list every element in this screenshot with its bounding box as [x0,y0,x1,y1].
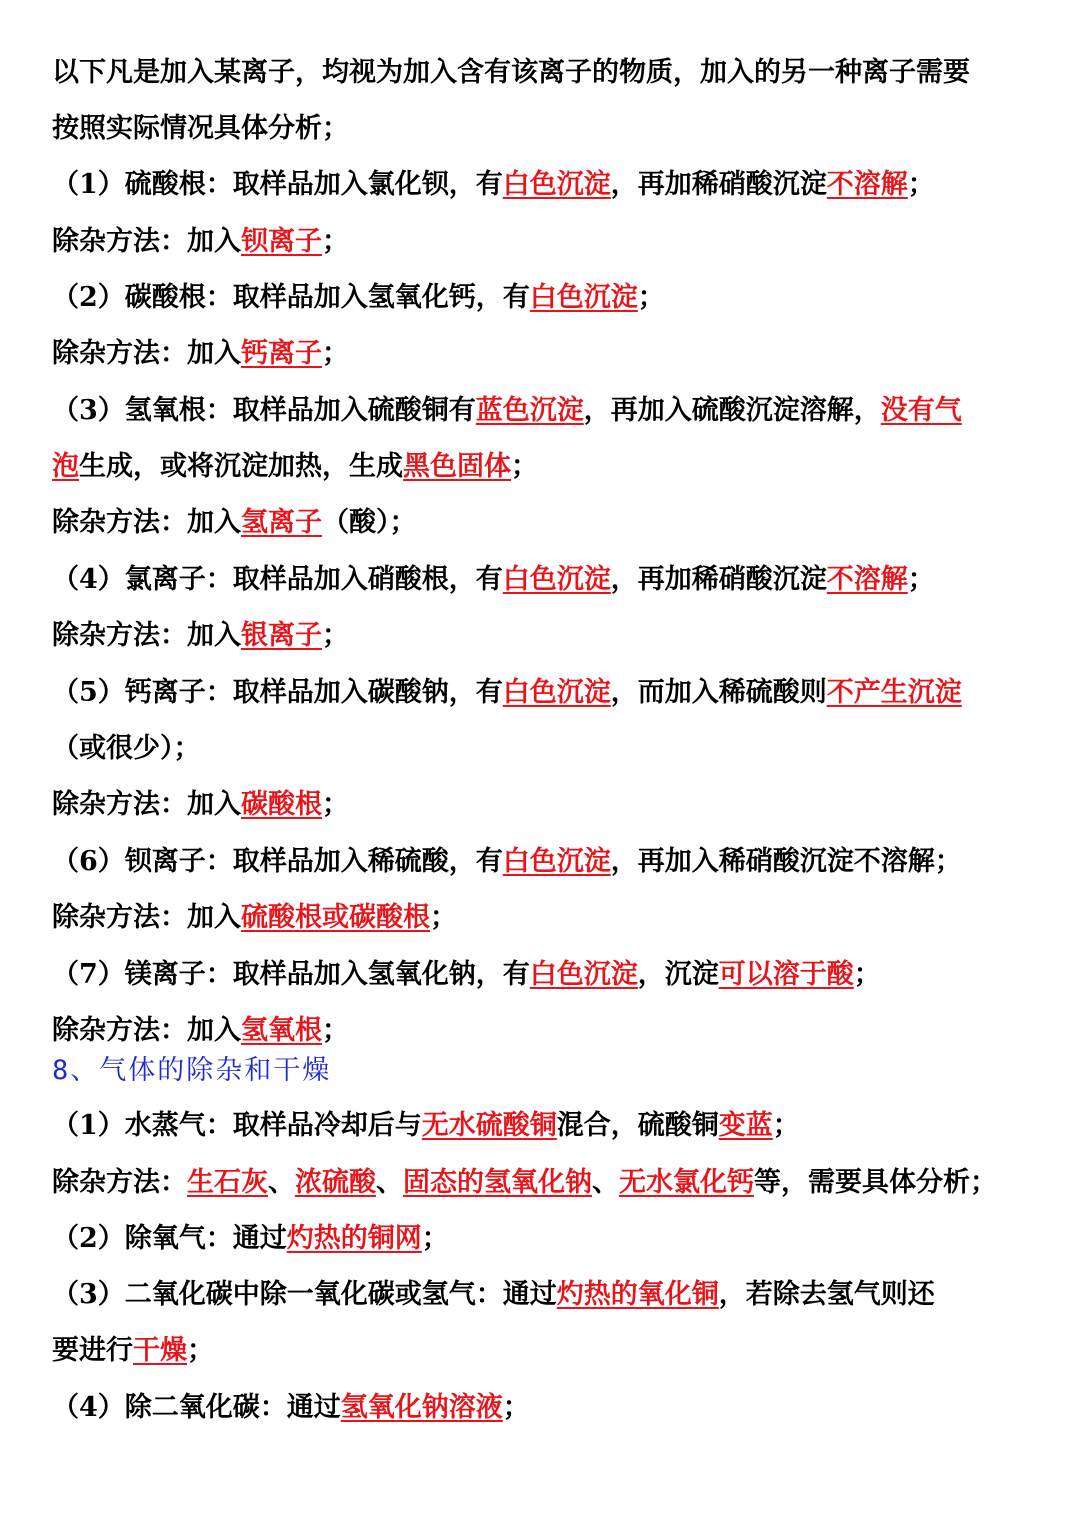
line-text: ，而加入稀硫酸则 [610,677,827,708]
line-text: ； [322,226,349,257]
answer-blank: 浓硫酸 [295,1167,376,1198]
line-text: ； [421,1223,449,1254]
text-line [52,224,349,260]
answer-blank: 钙离子 [241,338,322,369]
text-line [52,844,962,880]
line-text: 除杂方法：加入 [52,1015,241,1046]
line-text: 生成，或将沉淀加热，生成 [79,451,403,482]
text-line [52,167,935,203]
answer-blank: 硫酸根或碳酸根 [241,902,430,933]
text-line [52,336,349,372]
line-text: （3）氢氧根：取样品加入硫酸铜有 [52,395,476,426]
answer-blank: 没有气 [880,395,962,426]
text-line [52,900,457,936]
line-text: 以下凡是加入某离子，均视为加入含有该离子的物质，加入的另一种离子需要 [52,57,970,88]
answer-blank: 银离子 [241,620,322,651]
line-text: ； [853,959,881,990]
line-text: （或很少）； [52,733,201,764]
text-line [52,787,349,823]
line-text: ，再加入稀硝酸沉淀不溶解； [610,846,962,877]
line-text: ； [322,1015,349,1046]
line-text: 除杂方法：加入 [52,338,241,369]
line-text: （7）镁离子：取样品加入氢氧化钠，有 [52,959,530,990]
line-text: 除杂方法：加入 [52,226,241,257]
line-text: ； [322,620,349,651]
line-text: ； [772,1110,800,1141]
text-line [52,1165,997,1201]
line-text: 按照实际情况具体分析； [52,113,349,144]
line-text: 、 [376,1167,403,1198]
answer-blank: 变蓝 [718,1110,773,1141]
line-text: （2）除氧气：通过 [52,1223,287,1254]
line-text: ； [907,169,935,200]
line-text: 除杂方法：加入 [52,902,241,933]
line-text: 除杂方法：加入 [52,507,241,538]
line-text: （4）氯离子：取样品加入硝酸根，有 [52,564,503,595]
answer-blank: 不溶解 [826,169,908,200]
answer-blank: 黑色固体 [403,451,511,482]
answer-blank: 不产生沉淀 [826,677,962,708]
answer-blank: 灼热的铜网 [286,1223,422,1254]
text-line [52,731,201,767]
text-line [52,111,349,147]
line-text: 混合，硫酸铜 [556,1110,719,1141]
line-text: （1）硫酸根：取样品加入氯化钡，有 [52,169,503,200]
text-line [52,1333,214,1369]
answer-blank: 氢氧化钠溶液 [340,1392,503,1423]
text-line [52,562,935,598]
line-text: （2）碳酸根：取样品加入氢氧化钙，有 [52,282,530,313]
line-text: ，再加稀硝酸沉淀 [610,169,827,200]
answer-blank: 钡离子 [241,226,322,257]
answer-blank: 白色沉淀 [502,846,611,877]
answer-blank: 可以溶于酸 [718,959,854,990]
text-line [52,957,881,993]
answer-blank: 白色沉淀 [529,282,638,313]
answer-blank: 无水氯化钙 [619,1167,754,1198]
line-text: ，沉淀 [637,959,719,990]
text-line [52,1221,449,1257]
text-line [52,1013,349,1049]
answer-blank: 不溶解 [826,564,908,595]
line-text: 要进行 [52,1335,133,1366]
answer-blank: 氢氧根 [241,1015,322,1046]
line-text: 、 [268,1167,295,1198]
text-line [52,55,970,91]
line-text: ； [322,789,349,820]
text-line [52,393,962,429]
line-text: 除杂方法： [52,1167,187,1198]
line-text: 、 [592,1167,619,1198]
text-line [52,280,665,316]
answer-blank: 灼热的氧化铜 [556,1279,719,1310]
line-text: ； [502,1392,530,1423]
line-text: ，若除去氢气则还 [718,1279,935,1310]
line-text: ； [430,902,457,933]
line-text: ； [637,282,665,313]
answer-blank: 白色沉淀 [502,564,611,595]
text-line [52,1390,530,1426]
answer-blank: 碳酸根 [241,789,322,820]
line-text: （6）钡离子：取样品加入稀硫酸，有 [52,846,503,877]
text-line [52,449,538,485]
answer-blank: 泡 [52,451,79,482]
line-text: （1）水蒸气：取样品冷却后与 [52,1110,422,1141]
answer-blank: 干燥 [133,1335,187,1366]
answer-blank: 白色沉淀 [502,169,611,200]
answer-blank: 白色沉淀 [529,959,638,990]
text-line [52,675,962,711]
line-text: ； [187,1335,214,1366]
text-line [52,1108,800,1144]
text-line [52,1277,935,1313]
line-text: （酸）； [322,507,417,538]
line-text: ，再加稀硝酸沉淀 [610,564,827,595]
line-text: ； [907,564,935,595]
section-heading: 8、气体的除杂和干燥 [52,1055,332,1086]
line-text: ； [322,338,349,369]
line-text: ； [511,451,538,482]
line-text: （5）钙离子：取样品加入碳酸钠，有 [52,677,503,708]
answer-blank: 氢离子 [241,507,322,538]
answer-blank: 蓝色沉淀 [475,395,584,426]
answer-blank: 无水硫酸铜 [421,1110,557,1141]
answer-blank: 固态的氢氧化钠 [403,1167,592,1198]
line-text: （4）除二氧化碳：通过 [52,1392,341,1423]
answer-blank: 白色沉淀 [502,677,611,708]
answer-blank: 生石灰 [187,1167,268,1198]
line-text: （3）二氧化碳中除一氧化碳或氢气：通过 [52,1279,557,1310]
line-text: 除杂方法：加入 [52,789,241,820]
text-line [52,618,349,654]
line-text: 等，需要具体分析； [754,1167,997,1198]
text-line [52,505,417,541]
line-text: 除杂方法：加入 [52,620,241,651]
line-text: ，再加入硫酸沉淀溶解， [583,395,881,426]
